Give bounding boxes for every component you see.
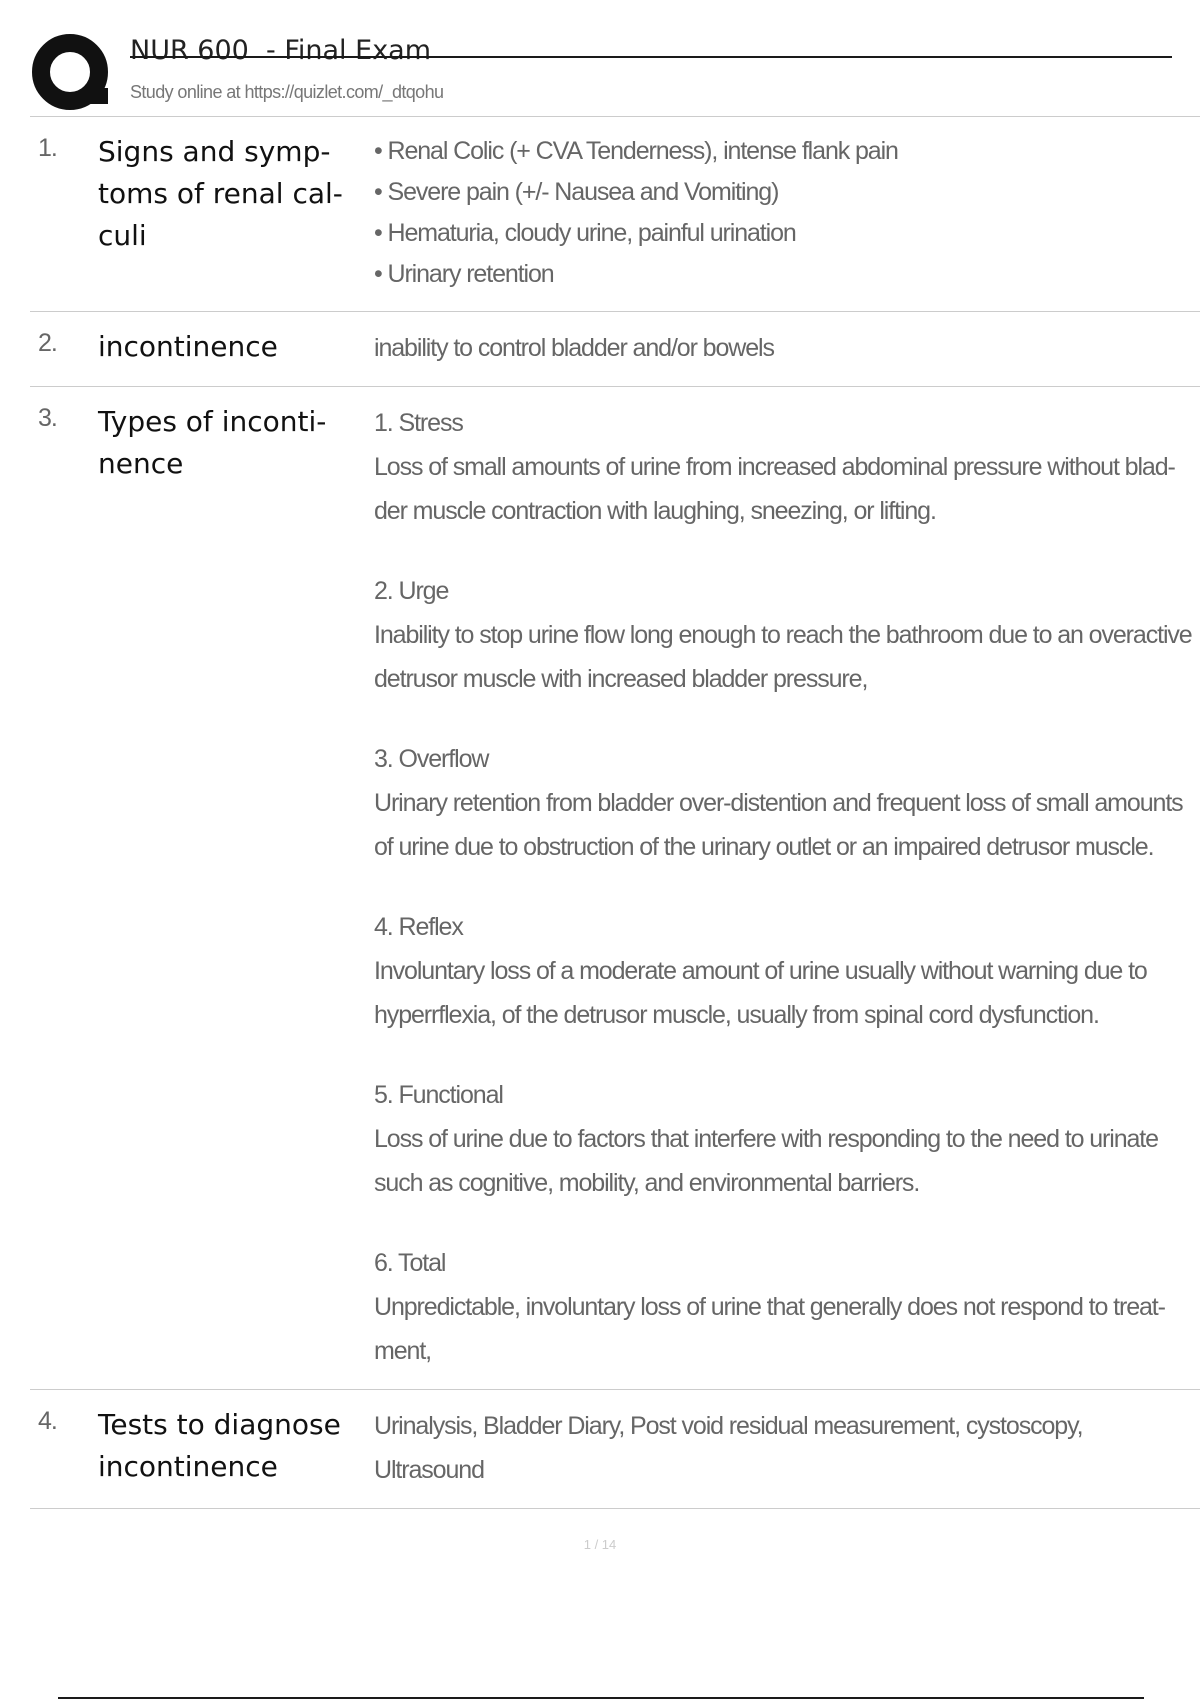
bottom-rule xyxy=(58,1697,1144,1699)
study-online-link[interactable]: Study online at https://quizlet.com/_dtqohu xyxy=(130,82,444,102)
card-term-line: toms of renal cal- xyxy=(98,177,343,210)
incontinence-type xyxy=(374,905,1192,1037)
flashcard-list xyxy=(30,117,1200,1509)
incontinence-type xyxy=(374,401,1192,533)
card-definition xyxy=(370,401,1200,1373)
card-definition xyxy=(370,131,1200,295)
card-definition: Urinalysis, Bladder Diary, Post void residual measurement, cystoscopy, Ultrasound xyxy=(374,1412,1083,1484)
type-description: Unpredictable, involuntary loss of urine that generally does not respond to treat-ment, xyxy=(374,1293,1165,1365)
quizlet-logo-icon xyxy=(30,32,114,116)
card-term-line: Tests to diagnose xyxy=(98,1408,341,1441)
card-term-line: nence xyxy=(98,447,184,480)
type-name: 2. Urge xyxy=(374,577,449,605)
definition-bullet: • Severe pain (+/- Nausea and Vomiting) xyxy=(374,178,779,206)
card-term: incontinence xyxy=(98,330,278,363)
type-name: 4. Reflex xyxy=(374,913,463,941)
card-term xyxy=(98,401,370,1373)
flashcard-1 xyxy=(30,117,1200,312)
type-name: 3. Overflow xyxy=(374,745,489,773)
document-title: NUR 600 - Final Exam xyxy=(130,35,432,66)
card-number: 2. xyxy=(38,329,57,357)
card-term xyxy=(98,1404,370,1492)
card-number: 1. xyxy=(38,134,57,162)
incontinence-type xyxy=(374,1241,1192,1373)
title-rule xyxy=(130,56,1172,58)
card-term-line: incontinence xyxy=(98,1450,278,1483)
type-description: Inability to stop urine flow long enough to reach the bathroom due to an overactive detrusor muscle with increased bladder pressure, xyxy=(374,621,1192,693)
type-description: Loss of urine due to factors that interfere with responding to the need to urinate such as cognitive, mobility, and environmental barriers. xyxy=(374,1125,1158,1197)
page-header xyxy=(30,32,1140,114)
flashcard-3 xyxy=(30,387,1200,1390)
definition-bullet: • Urinary retention xyxy=(374,260,554,288)
type-description: Involuntary loss of a moderate amount of urine usually without warning due to hyperrflexia, of the detrusor muscle, usually from spinal cord dysfunction. xyxy=(374,957,1147,1029)
incontinence-type xyxy=(374,737,1192,869)
flashcard-2 xyxy=(30,312,1200,387)
definition-bullet: • Hematuria, cloudy urine, painful urination xyxy=(374,219,796,247)
type-description: Loss of small amounts of urine from increased abdominal pressure without blad-der muscle contraction with laughing, sneezing, or lifting. xyxy=(374,453,1175,525)
incontinence-type xyxy=(374,569,1192,701)
card-definition: inability to control bladder and/or bowels xyxy=(374,334,774,362)
page-number: 1 / 14 xyxy=(583,1537,617,1552)
card-term xyxy=(98,131,370,295)
card-term-line: Signs and symp- xyxy=(98,135,331,168)
flashcard-4 xyxy=(30,1390,1200,1509)
card-number: 4. xyxy=(38,1407,57,1435)
card-number: 3. xyxy=(38,404,57,432)
type-description: Urinary retention from bladder over-distention and frequent loss of small amounts of urine due to obstruction of the urinary outlet or an impaired detrusor muscle. xyxy=(374,789,1183,861)
card-term-line: culi xyxy=(98,219,147,252)
definition-bullet: • Renal Colic (+ CVA Tenderness), intense flank pain xyxy=(374,137,898,165)
type-name: 5. Functional xyxy=(374,1081,503,1109)
type-name: 1. Stress xyxy=(374,409,463,437)
type-name: 6. Total xyxy=(374,1249,446,1277)
incontinence-type xyxy=(374,1073,1192,1205)
card-term-line: Types of inconti- xyxy=(98,405,327,438)
